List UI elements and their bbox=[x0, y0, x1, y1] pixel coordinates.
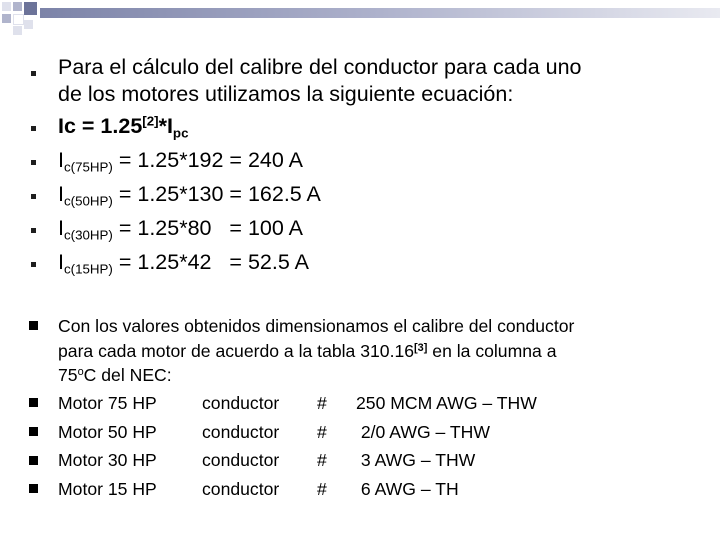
conductor-spec: 3 AWG – THW bbox=[356, 450, 476, 470]
paragraph-text: 75 bbox=[58, 365, 78, 385]
hash-symbol: # bbox=[317, 479, 327, 499]
deco-square bbox=[13, 14, 24, 25]
conductor-spec: 6 AWG – TH bbox=[356, 479, 459, 499]
conductor-spec: 2/0 AWG – THW bbox=[356, 422, 490, 442]
deco-square bbox=[24, 20, 33, 29]
square-bullet-icon bbox=[31, 262, 36, 267]
current-var: I bbox=[58, 148, 64, 172]
current-expression: = 1.25*192 = 240 A bbox=[112, 148, 303, 172]
square-bullet-icon bbox=[31, 228, 36, 233]
paragraph-text: para cada motor de acuerdo a la tabla 310.16 bbox=[58, 341, 415, 361]
formula-mid: *I bbox=[158, 114, 173, 138]
current-expression: = 1.25*80 = 100 A bbox=[112, 216, 303, 240]
motor-label: Motor 75 HP bbox=[58, 393, 157, 413]
conductor-spec: 250 MCM AWG – THW bbox=[356, 393, 537, 413]
paragraph-line-2 bbox=[58, 339, 557, 363]
current-subscript: c(15HP) bbox=[63, 261, 113, 277]
current-subscript: c(30HP) bbox=[63, 227, 113, 243]
intro-line-2: de los motores utilizamos la siguiente ecuación: bbox=[58, 82, 514, 106]
current-subscript: c(75HP) bbox=[63, 159, 113, 175]
filled-square-bullet-icon bbox=[29, 456, 38, 465]
motor-label: Motor 50 HP bbox=[58, 422, 157, 442]
conductor-word: conductor bbox=[202, 422, 280, 442]
current-expression: = 1.25*130 = 162.5 A bbox=[112, 182, 321, 206]
paragraph-text: C del NEC: bbox=[83, 365, 172, 385]
square-bullet-icon bbox=[31, 194, 36, 199]
square-bullet-icon bbox=[31, 126, 36, 131]
conductor-word: conductor bbox=[202, 479, 280, 499]
square-bullet-icon bbox=[31, 71, 36, 76]
motor-label: Motor 15 HP bbox=[58, 479, 157, 499]
current-15hp bbox=[58, 249, 309, 276]
paragraph-line-3 bbox=[58, 363, 172, 387]
deco-square bbox=[13, 2, 22, 11]
gradient-bar bbox=[40, 8, 720, 18]
paragraph-text: en la columna a bbox=[427, 341, 557, 361]
conductor-word: conductor bbox=[202, 450, 280, 470]
paragraph-line-1: Con los valores obtenidos dimensionamos el calibre del conductor bbox=[58, 316, 575, 336]
hash-symbol: # bbox=[317, 422, 327, 442]
current-var: I bbox=[58, 216, 64, 240]
current-30hp bbox=[58, 215, 303, 242]
square-bullet-icon bbox=[31, 160, 36, 165]
hash-symbol: # bbox=[317, 393, 327, 413]
deco-square bbox=[2, 2, 11, 11]
current-50hp bbox=[58, 181, 321, 208]
intro-line-1: Para el cálculo del calibre del conductor para cada uno bbox=[58, 55, 582, 79]
hash-symbol: # bbox=[317, 450, 327, 470]
formula-subscript: pc bbox=[172, 125, 189, 141]
current-expression: = 1.25*42 = 52.5 A bbox=[112, 250, 309, 274]
current-75hp bbox=[58, 147, 303, 174]
motor-label: Motor 30 HP bbox=[58, 450, 157, 470]
paragraph-reference: [3] bbox=[414, 342, 428, 354]
formula-reference: [2] bbox=[142, 113, 159, 129]
decorative-header bbox=[0, 0, 720, 40]
deco-square bbox=[13, 26, 22, 35]
deco-square bbox=[24, 2, 37, 15]
filled-square-bullet-icon bbox=[29, 321, 38, 330]
filled-square-bullet-icon bbox=[29, 398, 38, 407]
current-var: I bbox=[58, 250, 64, 274]
filled-square-bullet-icon bbox=[29, 427, 38, 436]
current-var: I bbox=[58, 182, 64, 206]
conductor-word: conductor bbox=[202, 393, 280, 413]
deco-square bbox=[2, 14, 11, 23]
degree-mark: o bbox=[77, 366, 84, 378]
current-subscript: c(50HP) bbox=[63, 193, 113, 209]
formula-ic bbox=[58, 113, 188, 140]
filled-square-bullet-icon bbox=[29, 484, 38, 493]
formula-base: Ic = 1.25 bbox=[58, 114, 143, 138]
